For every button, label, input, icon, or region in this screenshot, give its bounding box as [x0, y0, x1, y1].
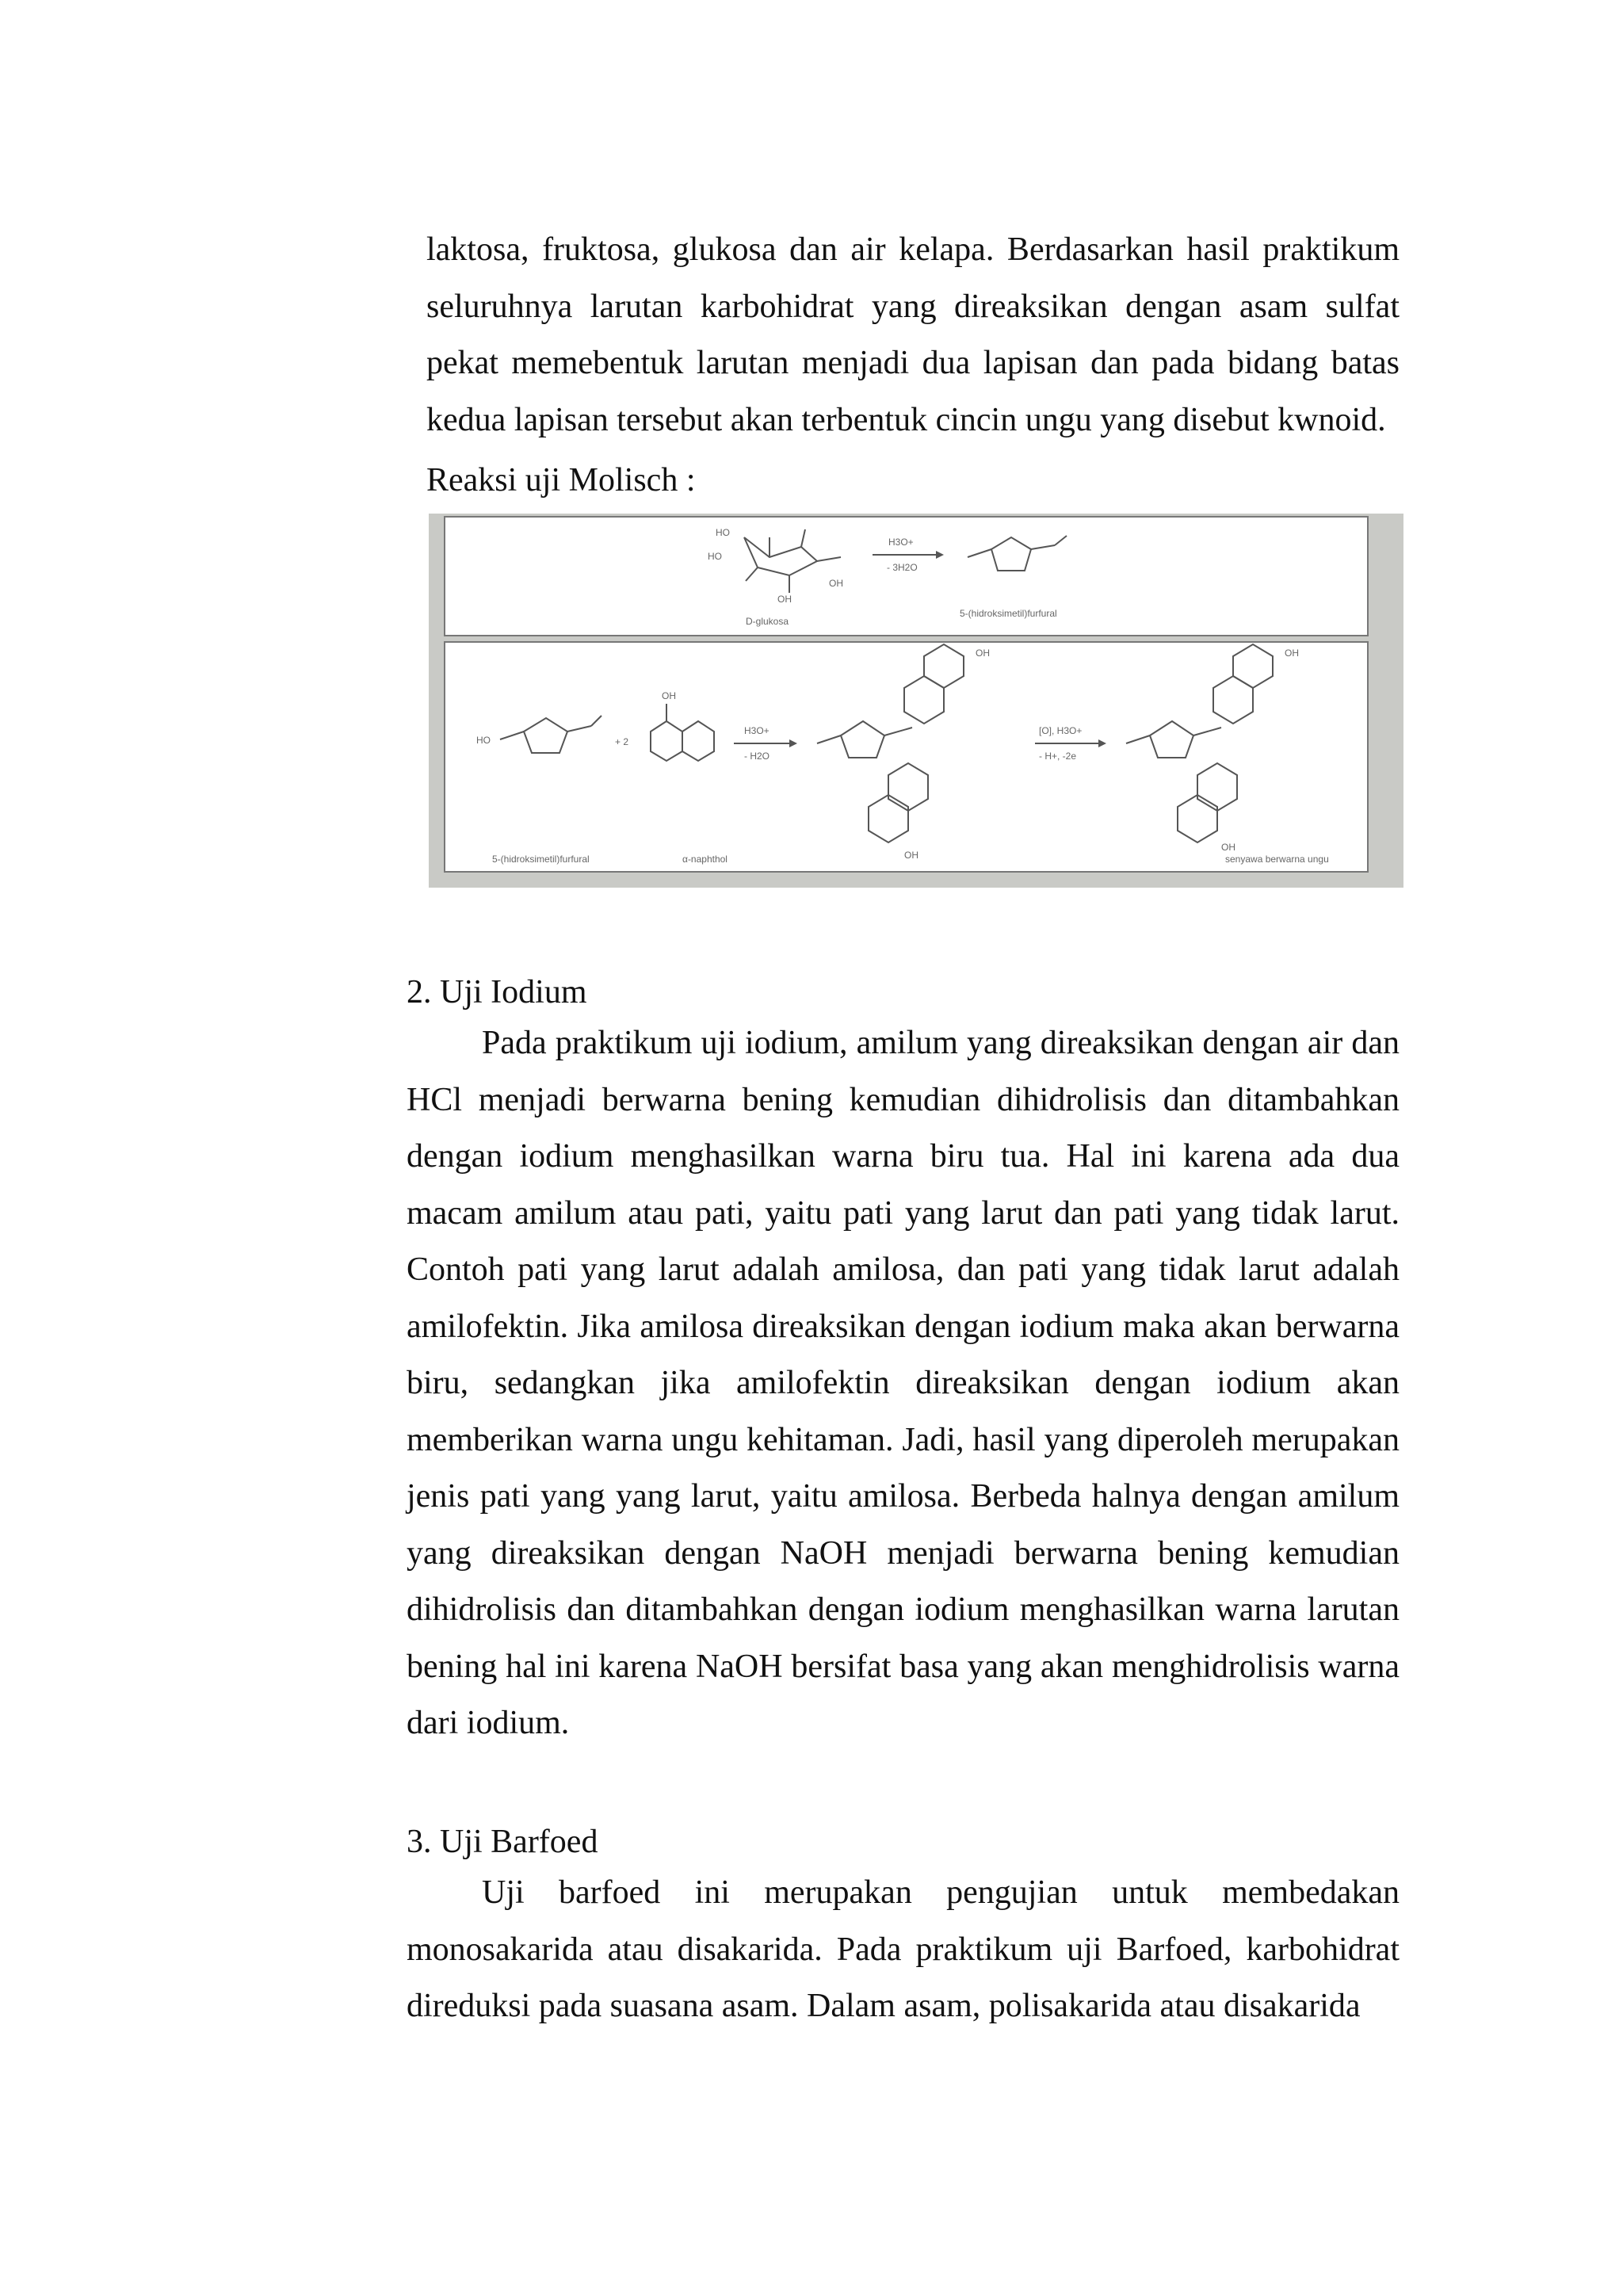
- bottom-label-right: senyawa berwarna ungu: [1225, 854, 1329, 865]
- product-oh-1: OH: [1285, 648, 1299, 659]
- naphthol-oh: OH: [662, 690, 676, 701]
- glucose-ho-1: HO: [716, 527, 730, 538]
- intro-paragraph: laktosa, fruktosa, glukosa dan air kelapa. Berdasarkan hasil praktikum seluruhnya larutan karbohidrat yang direaksikan dengan asam sulfat pekat memebentuk larutan menjadi dua lapisan dan pada bidang batas kedua lapisan tersebut akan terbentuk cincin ungu yang disebut kwnoid.: [426, 231, 1400, 438]
- hmf-ho: HO: [476, 735, 491, 746]
- molisch-caption: Reaksi uji Molisch :: [426, 462, 696, 499]
- section2-paragraph: Pada praktikum uji iodium, amilum yang direaksikan dengan air dan HCl menjadi berwarna bening kemudian dihidrolisis dan ditambahkan dengan iodium menghasilkan warna biru tua. Hal ini karena ada dua macam amilum atau pati, yaitu pati yang larut dan pati yang tidak larut. Contoh pati yang larut adalah amilosa, dan pati yang tidak larut adalah amilofektin. Jika amilosa direaksikan dengan iodium maka akan berwarna biru, sedangkan jika amilofektin direaksikan dengan iodium akan memberikan warna ungu kehitaman. Jadi, hasil yang diperoleh merupakan jenis pati yang yang larut, yaitu amilosa. Berbeda halnya dengan amilum yang direaksikan dengan NaOH menjadi berwarna bening kemudian dihidrolisis dan ditambahkan dengan iodium menghasilkan warna larutan bening hal ini karena NaOH bersifat basa yang akan menghidrolisis warna dari iodium.: [407, 1025, 1400, 1741]
- bottom-label-mid: α-naphthol: [682, 854, 727, 865]
- molisch-reaction-figure: [429, 514, 1403, 888]
- section3-paragraph: Uji barfoed ini merupakan pengujian untuk membedakan monosakarida atau disakarida. Pada praktikum uji Barfoed, karbohidrat direduksi pada suasana asam. Dalam asam, polisakarida atau disakarida: [407, 1874, 1400, 2024]
- section2-heading: 2. Uji Iodium: [407, 974, 587, 1010]
- coefficient: + 2: [615, 736, 629, 747]
- product-oh-2: OH: [1221, 842, 1235, 853]
- intermediate-oh-1: OH: [976, 648, 990, 659]
- arrow1-loss: - 3H2O: [887, 562, 918, 573]
- arrow3-loss: - H+, -2e: [1039, 751, 1077, 762]
- arrow2-loss: - H2O: [744, 751, 770, 762]
- glucose-ho-2: HO: [708, 551, 722, 562]
- section3-heading: 3. Uji Barfoed: [407, 1824, 598, 1860]
- bottom-label-left: 5-(hidroksimetil)furfural: [492, 854, 590, 865]
- arrow3-reagent: [O], H3O+: [1039, 725, 1083, 736]
- glucose-label: D-glukosa: [746, 616, 789, 627]
- intermediate-oh-2: OH: [904, 850, 918, 861]
- glucose-oh-1: OH: [777, 594, 792, 605]
- arrow1-reagent: H3O+: [888, 537, 914, 548]
- hmf-label: 5-(hidroksimetil)furfural: [960, 608, 1057, 619]
- glucose-oh-2: OH: [829, 578, 843, 589]
- arrow2-reagent: H3O+: [744, 725, 769, 736]
